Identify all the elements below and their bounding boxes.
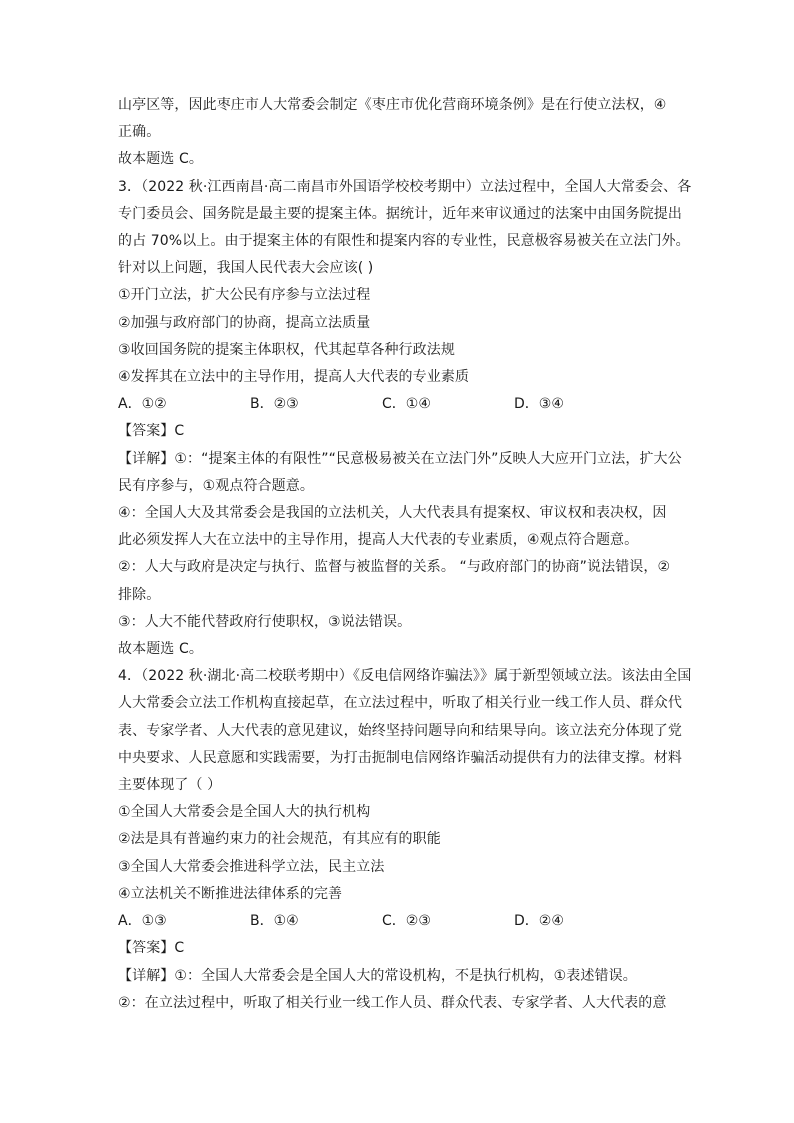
question-stem-line: 3．（2022 秋·江西南昌·高二南昌市外国语学校校考期中）立法过程中，全国人大常委会、各	[118, 178, 692, 195]
detail-line: ③：人大不能代替政府行使职权，③说法错误。	[118, 613, 412, 630]
option-b: B．①④	[250, 913, 299, 930]
detail-line: 此必须发挥人大在立法中的主导作用，提高人大代表的专业素质，④观点符合题意。	[118, 532, 639, 549]
question-stem-line: 的占 70%以上。由于提案主体的有限性和提案内容的专业性，民意极容易被关在立法门外。	[118, 233, 690, 250]
detail-line: 【详解】①：“提案主体的有限性”“民意极易被关在立法门外”反映人大应开门立法，扩大公	[118, 450, 682, 467]
question-stem-line: 人大常委会立法工作机构直接起草，在立法过程中，听取了相关行业一线工作人员、群众代	[118, 695, 682, 712]
question-4	[118, 663, 692, 1017]
statement-item: ③全国人大常委会推进科学立法，民主立法	[118, 858, 385, 875]
detail-line: 【详解】①：全国人大常委会是全国人大的常设机构，不是执行机构，①表述错误。	[118, 967, 637, 984]
option-b: B．②③	[250, 396, 299, 413]
option-c: C．②③	[382, 913, 431, 930]
statement-item: ②法是具有普遍约束力的社会规范，有其应有的职能	[118, 831, 441, 848]
option-d: D．③④	[514, 396, 564, 413]
detail-line: 排除。	[118, 586, 161, 603]
statement-item: ①全国人大常委会是全国人大的执行机构	[118, 804, 371, 821]
statement-item: ③收回国务院的提案主体职权，代其起草各种行政法规	[118, 341, 455, 358]
statement-item: ④立法机关不断推进法律体系的完善	[118, 885, 343, 902]
statement-item: ④发挥其在立法中的主导作用，提高人大代表的专业素质	[118, 369, 470, 386]
answer-options	[118, 391, 676, 418]
detail-line: ②：在立法过程中，听取了相关行业一线工作人员、群众代表、专家学者、人大代表的意	[118, 994, 667, 1011]
previous-answer-tail	[118, 92, 676, 174]
question-stem-line: 4．（2022 秋·湖北·高二校联考期中）《反电信网络诈骗法》》属于新型领域立法。该法由全国	[118, 668, 692, 685]
question-stem-line: 针对以上问题，我国人民代表大会应该( )	[118, 260, 374, 277]
question-stem-line: 专门委员会、国务院是最主要的提案主体。据统计，近年来审议通过的法案中由国务院提出	[118, 205, 682, 222]
statement-item: ②加强与政府部门的协商，提高立法质量	[118, 314, 371, 331]
text-line: 故本题选 C。	[118, 151, 203, 168]
question-stem-line: 表、专家学者、人大代表的意见建议，始终坚持问题导向和结果导向。该立法充分体现了党	[118, 722, 682, 739]
option-d: D．②④	[514, 913, 564, 930]
option-a: A．①②	[118, 396, 167, 413]
detail-line: 民有序参与，①观点符合题意。	[118, 477, 314, 494]
text-line: 正确。	[118, 124, 161, 141]
question-3	[118, 174, 692, 664]
option-a: A．①③	[118, 913, 167, 930]
detail-line: ②：人大与政府是决定与执行、监督与被监督的关系。 “与政府部门的协商”说法错误，②	[118, 559, 671, 576]
answer-options	[118, 908, 676, 935]
answer-label: 【答案】C	[118, 423, 185, 440]
answer-label: 【答案】C	[118, 940, 185, 957]
detail-line: ④：全国人大及其常委会是我国的立法机关，人大代表具有提案权、审议权和表决权，因	[118, 505, 667, 522]
statement-item: ①开门立法，扩大公民有序参与立法过程	[118, 287, 371, 304]
question-stem-line: 主要体现了（ ）	[118, 777, 222, 794]
question-stem-line: 中央要求、人民意愿和实践需要，为打击扼制电信网络诈骗活动提供有力的法律支撑。材料	[118, 749, 682, 766]
detail-line: 故本题选 C。	[118, 641, 203, 658]
option-c: C．①④	[382, 396, 431, 413]
text-line: 山亭区等，因此枣庄市人大常委会制定《枣庄市优化营商环境条例》是在行使立法权，④	[118, 97, 667, 113]
